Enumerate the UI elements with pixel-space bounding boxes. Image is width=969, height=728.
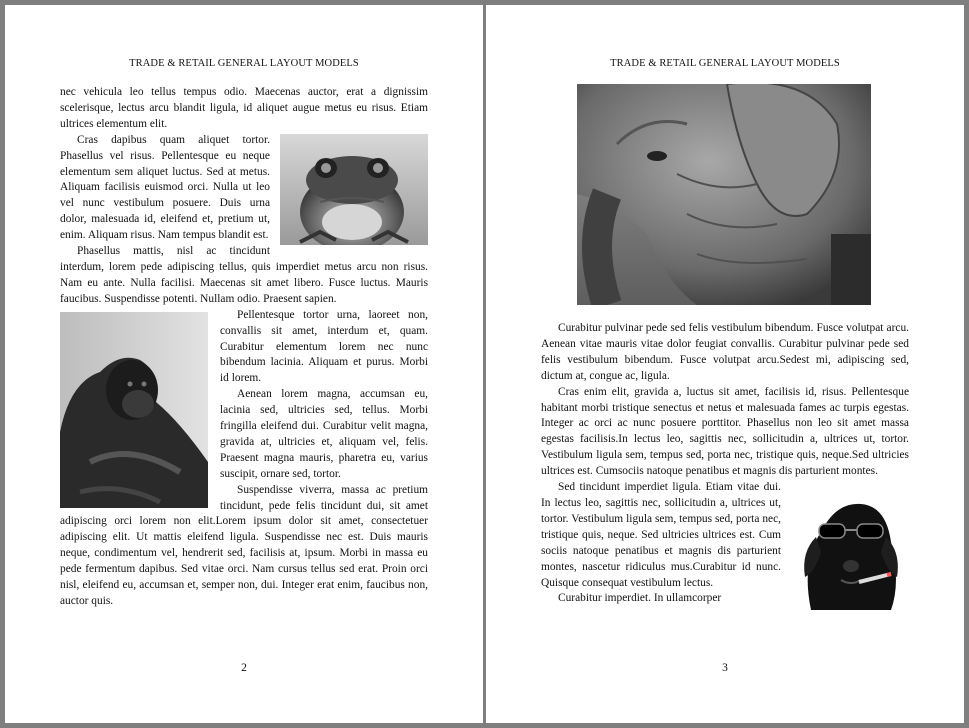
page-3 <box>486 5 964 723</box>
paragraph: Suspendisse viverra, massa ac pretium tincidunt, pede felis tincidunt dui, sit amet adipiscing orci lorem non elit.Lorem ipsum dolor sit amet, consectetuer adipiscing elit. Ut mattis eleifend ligula. Suspendisse nec est. Duis mauris neque, condimentum vel, hendrerit sed, facilisis at, ipsum. Morbi in massa eu pede fermentum dapibus. Sed vitae orci. Nam cursus tellus sed erat. Proin orci nisl, eleifend eu, accumsan et, semper non, dui. Integer erat enim, faucibus non, auctor quis. <box>60 483 428 607</box>
paragraph: Pellentesque tortor urna, laoreet non, convallis sit amet, interdum et, quam. Curabitur elementum lorem nec nunc bibendum lacinia. Aliquam et purus. Morbi id lorem. <box>220 308 428 385</box>
paragraph: Curabitur imperdiet. In ullamcorper <box>558 592 722 605</box>
paragraph: Curabitur pulvinar pede sed felis vestibulum bibendum. Fusce volutpat arcu. Aenean vitae mauris vitae dolor feugiat convallis. Curabitur pulvinar pede sed felis vestibulum bibendum. Fusce volutpat arcu.Sedest mi, adipiscing sed, dictum at, congue ac, ligula. <box>541 322 909 382</box>
paragraph: Cras enim elit, gravida a, luctus sit amet, facilisis id, risus. Pellentesque habitant morbi tristique senectus et netus et malesuada fames ac turpis egestas. Integer ac orci ac nunc posuere porttitor. Phasellus non leo sit amet massa egestas facilisis.In lectus leo, sagittis nec, sollicitudin a, ultrices ut, tortor. Vestibulum ligula sem, tempus sed, porta nec, tristique quis, neque.Sed ultricies ultrices est. Cumsociis natoque penatibus et magnis dis parturient montes. <box>541 385 909 478</box>
page-body <box>60 85 428 610</box>
page-number: 2 <box>241 662 247 674</box>
elephant-photo-icon <box>577 84 871 305</box>
running-header: TRADE & RETAIL GENERAL LAYOUT MODELS <box>129 58 359 69</box>
gorilla-photo-icon <box>60 312 208 508</box>
page-2 <box>5 5 483 723</box>
running-header: TRADE & RETAIL GENERAL LAYOUT MODELS <box>610 58 840 69</box>
paragraph: Aenean lorem magna, accumsan eu, lacinia sed, ultricies sed, tellus. Morbi fringilla eleifend dui. Curabitur velit magna, gravida at, ultricies et, aliquam vel, felis. Praesent magna mauris, pharetra eu, varius suscipit, ornare sed, tortor. <box>220 388 428 480</box>
paragraph: Phasellus mattis, nisl ac tincidunt interdum, lorem pede adipiscing tellus, quis imperdiet metus arcu non risus. Nam eu ante. Nulla facilisi. Maecenas sit amet libero. Fusce luctus. Mauris faucibus. Suspendisse potenti. Nullam odio. Praesent sapien. <box>60 245 428 305</box>
paragraph: Cras dapibus quam aliquet tortor. Phasellus vel risus. Pellentesque eu neque elementum sem aliquet luctus. Sed at metus. Aliquam facilisis euismod orci. Nulla ut leo vel nunc vestibulum posuere. Duis urna dolor, malesuada id, eleifend et, pretium ut, enim. Aliquam risus. Nam tempus blandit est. <box>60 133 270 242</box>
dog-with-sunglasses-photo-icon <box>791 482 909 610</box>
page-number: 3 <box>722 662 728 674</box>
frog-photo-icon <box>280 134 428 245</box>
page-body <box>541 321 909 612</box>
paragraph: nec vehicula leo tellus tempus odio. Maecenas auctor, erat a dignissim scelerisque, lectus arcu blandit ligula, id aliquet augue metus eu risus. Etiam ultrices elementum elit. <box>60 86 428 130</box>
paragraph: Sed tincidunt imperdiet ligula. Etiam vitae dui. In lectus leo, sagittis nec, sollicitudin a, ultrices ut, tortor. Vestibulum ligula sem, tempus sed, porta nec, tristique quis, neque. Sed ultricies ultrices est. Cum sociis natoque penatibus et magnis dis parturient montes, nascetur ridiculus mus.Curabitur id nunc. Quisque consequat vestibulum lectus. <box>541 481 781 589</box>
